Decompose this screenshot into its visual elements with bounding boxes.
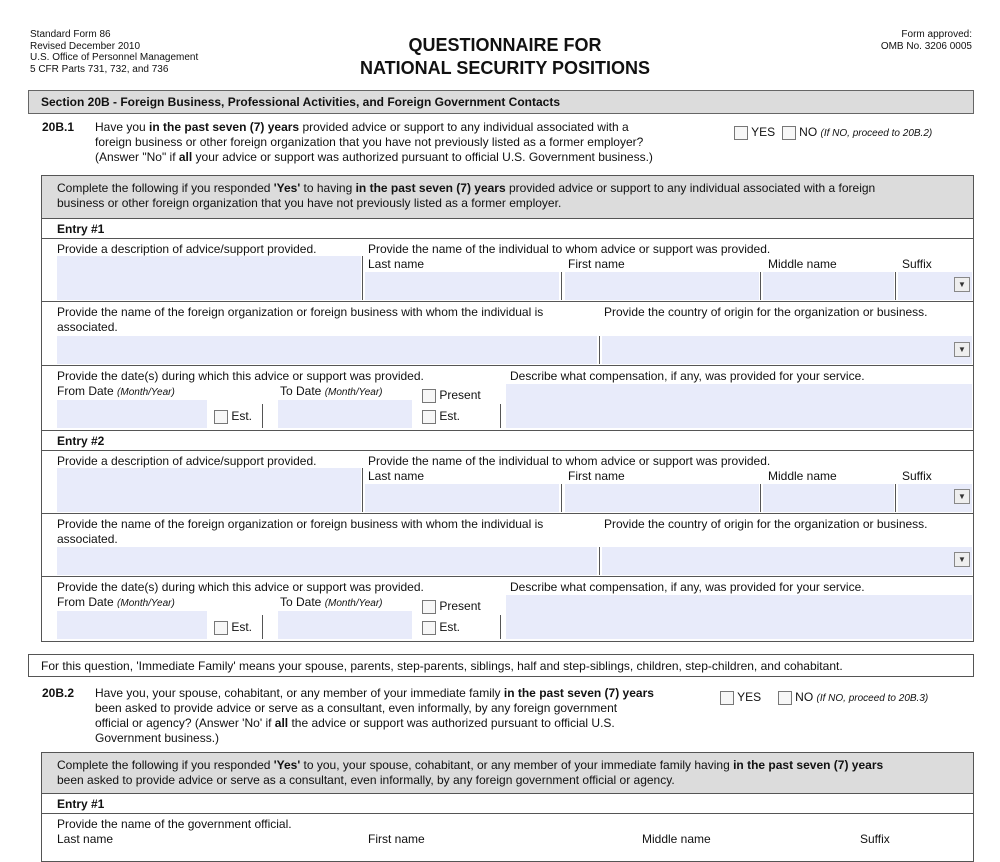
compensation-label: Describe what compensation, if any, was provided for your service. [510, 369, 865, 383]
chevron-down-icon[interactable]: ▼ [954, 342, 970, 357]
chevron-down-icon[interactable]: ▼ [954, 277, 970, 292]
to-est-checkbox[interactable] [422, 410, 436, 424]
page-title: QUESTIONNAIRE FOR NATIONAL SECURITY POSITIONS [359, 35, 651, 78]
instruction-text: Complete the following if you responded 'Yes' to having in the past seven (7) years provided advice or support to any individual associated with a foreign business or other foreign organization that you have not previously listed as a former employer. [57, 181, 876, 210]
first-name-label: First name [368, 832, 425, 846]
entry-heading: Entry #1 [57, 222, 105, 236]
form-agency: U.S. Office of Personnel Management [30, 52, 199, 63]
section-header: Section 20B - Foreign Business, Professional Activities, and Foreign Government Contacts [28, 90, 974, 114]
yes-checkbox[interactable] [734, 126, 748, 140]
question-number: 20B.1 [42, 120, 75, 134]
description-label: Provide a description of advice/support provided. [57, 454, 317, 468]
no-instruction: (If NO, proceed to 20B.3) [816, 693, 929, 704]
form-revision: Revised December 2010 [30, 40, 141, 52]
dates-label: Provide the date(s) during which this advice or support was provided. [57, 580, 424, 594]
last-name-label: Last name [57, 832, 114, 846]
answer-options [720, 690, 928, 705]
organization-label: Provide the name of the foreign organization or foreign business with whom the individual is [57, 517, 544, 531]
entry-heading: Entry #1 [57, 797, 105, 811]
no-label: NO [795, 690, 814, 704]
form-identifier [30, 29, 198, 75]
suffix-label: Suffix [860, 832, 890, 846]
dates-label: Provide the date(s) during which this advice or support was provided. [57, 369, 424, 383]
first-name-input[interactable] [565, 484, 759, 512]
to-date-label: To Date [280, 595, 322, 609]
no-checkbox[interactable] [778, 691, 792, 705]
present-checkbox[interactable] [422, 600, 436, 614]
question-text: Have you, your spouse, cohabitant, or any member of your immediate family in the past seven (7) years been asked to provide advice or serve as a consultant, even informally, by any foreign government official or agency? (Answer 'No' if all the advice or support was authorized pursuant to official U.S. Government business.) [95, 686, 654, 745]
description-label: Provide a description of advice/support provided. [57, 242, 317, 256]
yes-checkbox[interactable] [720, 691, 734, 705]
official-name-label: Provide the name of the government official. [57, 817, 292, 831]
middle-name-input[interactable] [763, 272, 894, 300]
first-name-input[interactable] [565, 272, 759, 300]
from-date-input[interactable] [57, 611, 207, 639]
to-date-input[interactable] [278, 400, 412, 428]
answer-options [734, 125, 932, 140]
family-definition: For this question, 'Immediate Family' means your spouse, parents, step-parents, siblings, half and step-siblings, children, step-children, and cohabitant. [28, 654, 974, 677]
description-input[interactable] [57, 468, 361, 512]
organization-input[interactable] [57, 336, 597, 364]
country-select[interactable] [602, 547, 972, 575]
form-cfr: 5 CFR Parts 731, 732, and 736 [30, 63, 169, 75]
to-est-checkbox[interactable] [422, 621, 436, 635]
instruction-text: Complete the following if you responded 'Yes' to you, your spouse, cohabitant, or any member of your immediate family having in the past seven (7) years been asked to provide advice or serve as a consultant, even informally, by any foreign government official or agency. [57, 758, 884, 787]
yes-label: YES [737, 690, 762, 704]
from-est-checkbox[interactable] [214, 410, 228, 424]
entry-heading: Entry #2 [57, 434, 105, 448]
description-input[interactable] [57, 256, 361, 300]
first-name-label: First name [568, 469, 625, 483]
to-date-label: To Date [280, 384, 322, 398]
form-number: Standard Form 86 [30, 29, 111, 40]
compensation-input[interactable] [506, 595, 972, 639]
individual-name-label: Provide the name of the individual to whom advice or support was provided. [368, 242, 771, 256]
question-text: Have you in the past seven (7) years provided advice or support to any individual associated with a foreign business or other foreign organization that you have not previously listed as a former employer? (Answer "No" if all your advice or support was authorized pursuant to official U.S. Government business.) [95, 120, 653, 164]
middle-name-label: Middle name [768, 469, 837, 483]
middle-name-label: Middle name [768, 257, 837, 271]
from-date-label: From Date [57, 595, 114, 609]
first-name-label: First name [568, 257, 625, 271]
compensation-input[interactable] [506, 384, 972, 428]
country-label: Provide the country of origin for the organization or business. [604, 305, 928, 319]
from-date-label: From Date [57, 384, 114, 398]
country-select[interactable] [602, 336, 972, 364]
organization-label: Provide the name of the foreign organization or foreign business with whom the individual is [57, 305, 544, 319]
no-label: NO [799, 125, 818, 139]
yes-label: YES [751, 125, 776, 139]
individual-name-label: Provide the name of the individual to whom advice or support was provided. [368, 454, 771, 468]
suffix-label: Suffix [902, 257, 932, 271]
suffix-label: Suffix [902, 469, 932, 483]
chevron-down-icon[interactable]: ▼ [954, 489, 970, 504]
middle-name-label: Middle name [642, 832, 711, 846]
organization-input[interactable] [57, 547, 597, 575]
present-checkbox[interactable] [422, 389, 436, 403]
last-name-label: Last name [368, 469, 425, 483]
from-est-checkbox[interactable] [214, 621, 228, 635]
middle-name-input[interactable] [763, 484, 894, 512]
from-date-input[interactable] [57, 400, 207, 428]
compensation-label: Describe what compensation, if any, was provided for your service. [510, 580, 865, 594]
country-label: Provide the country of origin for the organization or business. [604, 517, 928, 531]
last-name-input[interactable] [365, 272, 559, 300]
last-name-label: Last name [368, 257, 425, 271]
chevron-down-icon[interactable]: ▼ [954, 552, 970, 567]
question-number: 20B.2 [42, 686, 75, 700]
omb-approval: Form approved: OMB No. 3206 0005 [880, 29, 972, 52]
last-name-input[interactable] [365, 484, 559, 512]
no-checkbox[interactable] [782, 126, 796, 140]
to-date-input[interactable] [278, 611, 412, 639]
no-instruction: (If NO, proceed to 20B.2) [820, 128, 933, 139]
